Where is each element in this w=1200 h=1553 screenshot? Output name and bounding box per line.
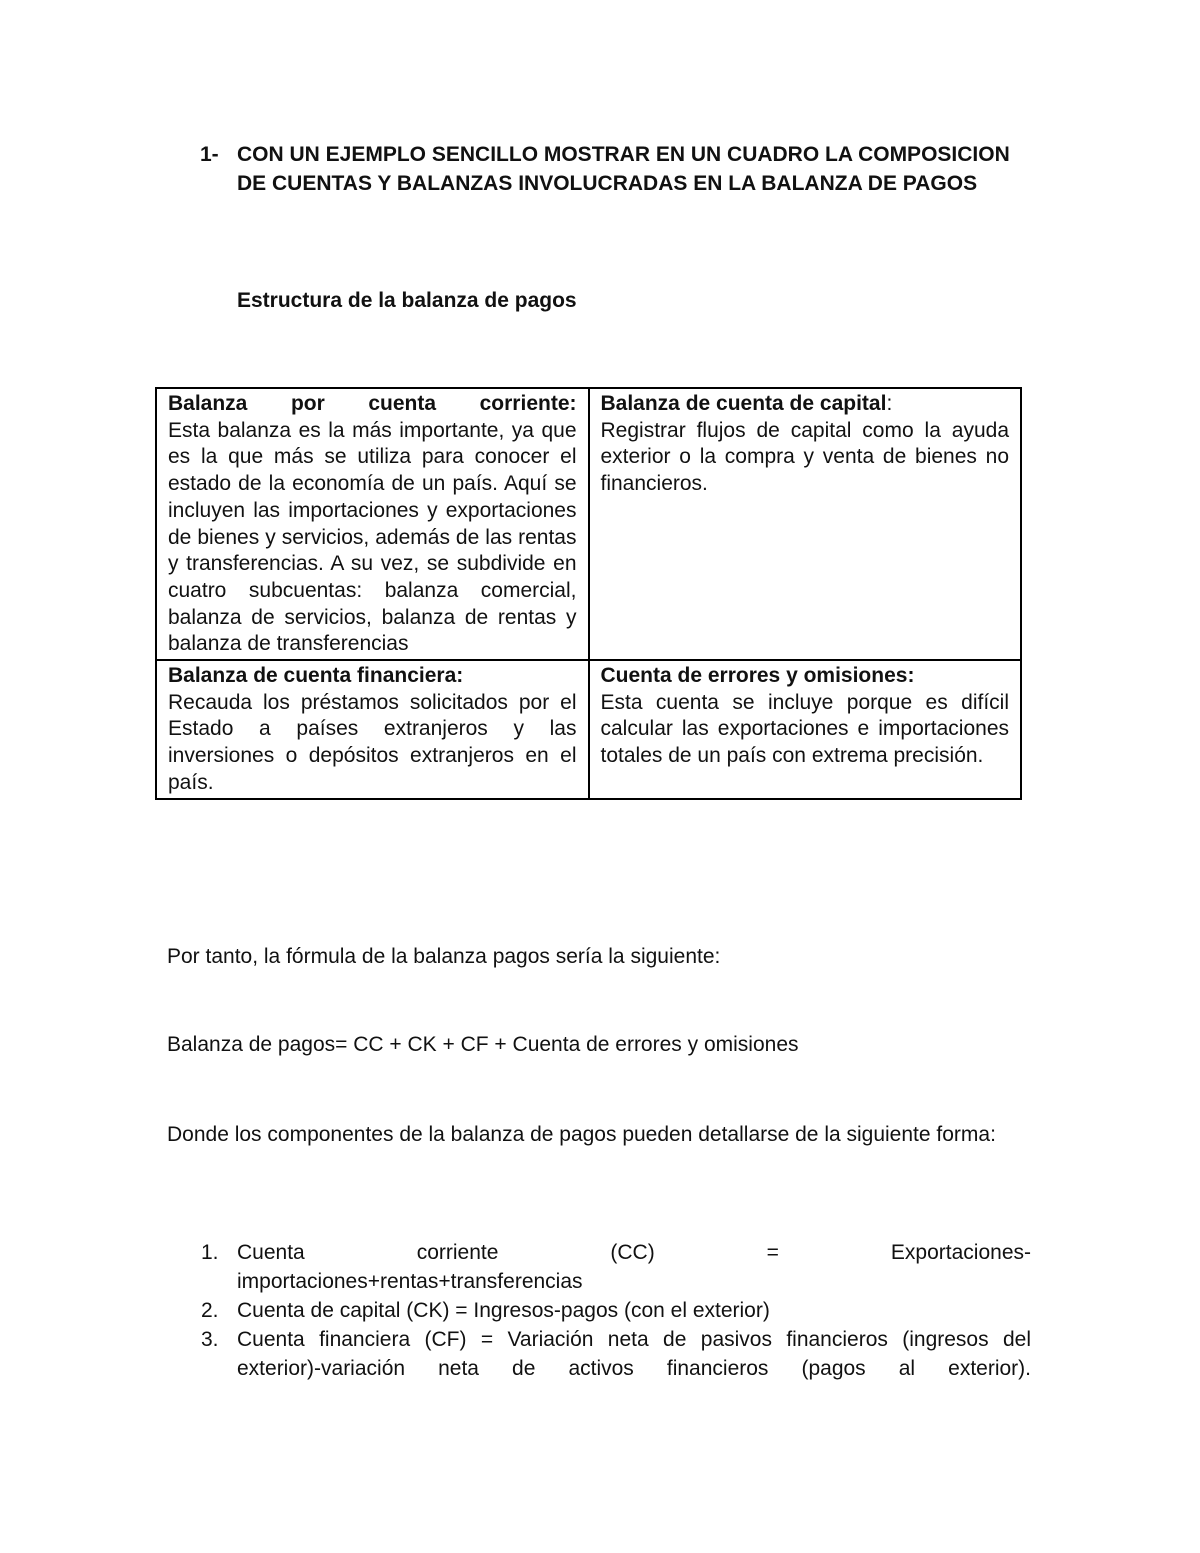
list-item (167, 1325, 1031, 1383)
list-item-text: Cuenta financiera (CF) = Variación neta de pasivos financieros (ingresos del exterior)-variación neta de activos financieros (pagos al exterior). (237, 1328, 1031, 1380)
cell-body: Esta cuenta se incluye porque es difícil calcular las exportaciones e importaciones totales de un país con extrema precisión. (600, 690, 1009, 768)
cell-financial-account (156, 660, 589, 799)
cell-body: Registrar flujos de capital como la ayuda exterior o la compra y venta de bienes no financieros. (600, 418, 1009, 496)
formula: Balanza de pagos= CC + CK + CF + Cuenta de errores y omisiones (167, 1033, 799, 1056)
list-number: 2. (201, 1299, 219, 1322)
cell-capital-account (589, 388, 1022, 660)
cell-current-account (156, 388, 589, 660)
cell-title-row (601, 391, 1010, 418)
components-list (167, 1238, 1031, 1383)
list-number: 1. (201, 1241, 219, 1264)
table-row (156, 660, 1021, 799)
section-heading (200, 140, 1020, 198)
list-item-line: Cuenta corriente (CC) = Exportaciones- (237, 1241, 1031, 1264)
cell-title: Balanza por cuenta corriente: (168, 392, 577, 415)
cell-title: Cuenta de errores y omisiones: (600, 664, 915, 688)
table-row (156, 388, 1021, 660)
table-subtitle: Estructura de la balanza de pagos (237, 289, 577, 312)
cell-body: Recauda los préstamos solicitados por el Estado a países extranjeros y las inversiones o depósitos extranjeros en el país. (168, 690, 577, 794)
cell-title: Balanza de cuenta financiera: (168, 664, 464, 688)
heading-text: CON UN EJEMPLO SENCILLO MOSTRAR EN UN CUADRO LA COMPOSICION DE CUENTAS Y BALANZAS INVOLUCRADAS EN LA BALANZA DE PAGOS (237, 143, 1010, 195)
cell-body: Esta balanza es la más importante, ya que es la que más se utiliza para conocer el estado de la economía de un país. Aquí se incluyen las importaciones y exportaciones de bienes y servicios, además de las rentas y transferencias. A su vez, se subdivide en cuatro subcuentas: balanza comercial, balanza de servicios, balanza de rentas y balanza de transferencias (168, 418, 577, 656)
list-item (167, 1296, 1031, 1325)
list-item-line: importaciones+rentas+transferencias (237, 1270, 583, 1293)
cell-title-suffix: : (886, 392, 893, 415)
cell-title: Balanza de cuenta de capital (600, 392, 887, 415)
balance-structure-table (155, 387, 1022, 800)
list-number: 3. (201, 1328, 219, 1351)
heading-number: 1- (200, 143, 219, 166)
list-item (167, 1238, 1031, 1296)
components-intro: Donde los componentes de la balanza de pagos pueden detallarse de la siguiente forma: (167, 1123, 996, 1146)
formula-intro: Por tanto, la fórmula de la balanza pagos sería la siguiente: (167, 945, 721, 968)
list-item-text: Cuenta de capital (CK) = Ingresos-pagos (con el exterior) (237, 1299, 770, 1322)
cell-errors-omissions (589, 660, 1022, 799)
